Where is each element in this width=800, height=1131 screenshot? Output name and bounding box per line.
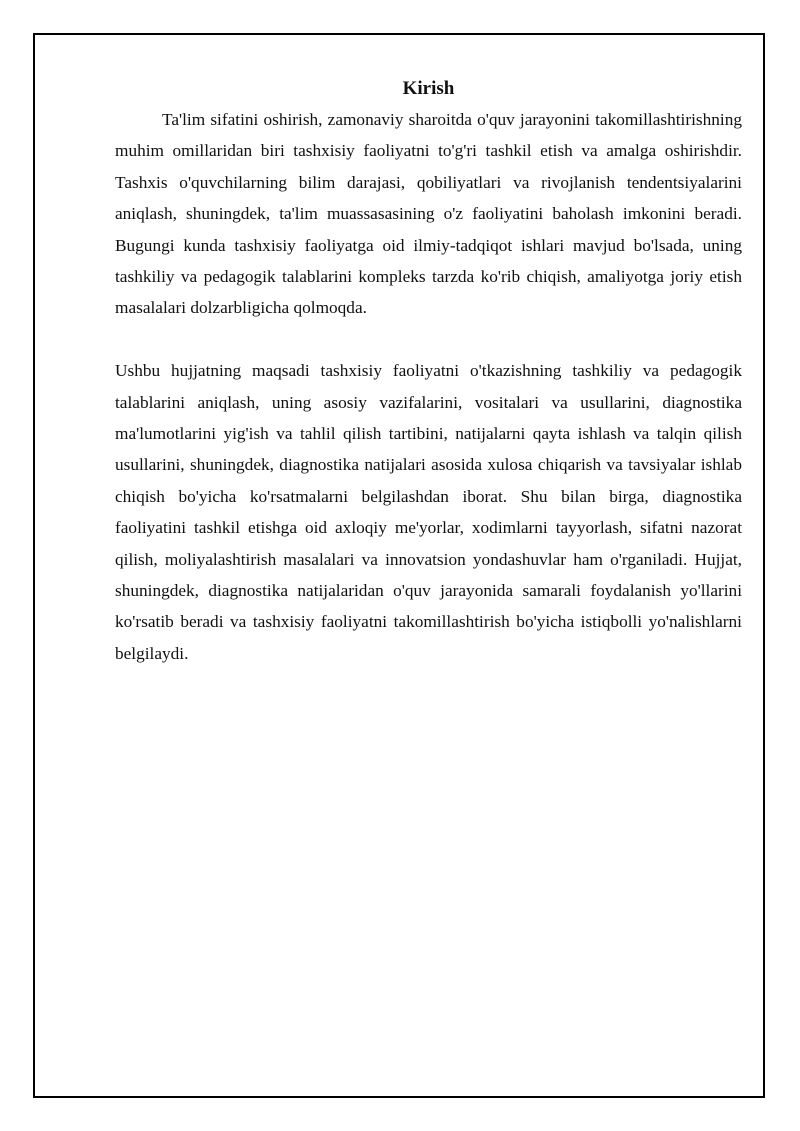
intro-paragraph-1: Ta'lim sifatini oshirish, zamonaviy sharoitda o'quv jarayonini takomillashtirishning muhim omillaridan biri tashxisiy faoliyatni to'g'ri tashkil etish va amalga oshirishdir. Tashxis o'quvchilarning bilim darajasi, qobiliyatlari va rivojlanish tendentsiyalarini aniqlash, shuningdek, ta'lim muassasasining o'z faoliyatini baholash imkonini beradi. Bugungi kunda tashxisiy faoliyatga oid ilmiy-tadqiqot ishlari mavjud bo'lsada, uning tashkiliy va pedagogik talablarini kompleks tarzda ko'rib chiqish, amaliyotga joriy etish masalalari dolzarbligicha qolmoqda. [115, 110, 742, 318]
document-title: Kirish [402, 78, 455, 99]
intro-paragraph-2: Ushbu hujjatning maqsadi tashxisiy faoliyatni o'tkazishning tashkiliy va pedagogik talablarini aniqlash, uning asosiy vazifalarini, vositalari va usullarini, diagnostika ma'lumotlarini yig'ish va tahlil qilish tartibini, natijalarni qayta ishlash va talqin qilish usullarini, shuningdek, diagnostika natijalari asosida xulosa chiqarish va tavsiyalar ishlab chiqish bo'yicha ko'rsatmalarni belgilashdan iborat. Shu bilan birga, diagnostika faoliyatini tashkil etishga oid axloqiy me'yorlar, xodimlarni tayyorlash, sifatni nazorat qilish, moliyalashtirish masalalari va innovatsion yondashuvlar ham o'rganiladi. Hujjat, shuningdek, diagnostika natijalaridan o'quv jarayonida samarali foydalanish yo'llarini ko'rsatib beradi va tashxisiy faoliyatni takomillashtirish bo'yicha istiqbolli yo'nalishlarni belgilaydi. [115, 361, 742, 663]
document-body [115, 74, 742, 669]
paragraph-spacer [115, 324, 742, 355]
